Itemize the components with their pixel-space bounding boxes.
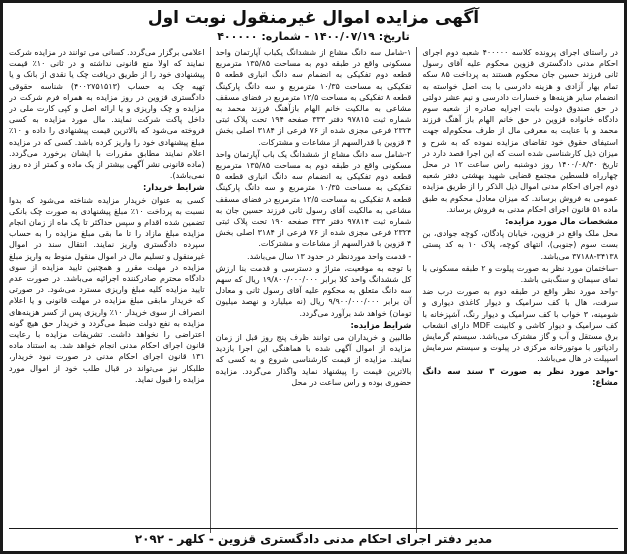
column-right [422, 47, 618, 533]
column-left [9, 47, 211, 533]
property-specs-heading: مشخصات مال مورد مزایده: [505, 216, 618, 227]
auction-conditions-text: طالبین و خریداران می توانند ظرف پنج روز قبل از زمان مزایده از اموال آگهی شده با هماهنگی این اجرا بازدید نمایند. مزایده از قیمت کارشناسی شروع و به کسی که بالاترین قیمت را پیشنهاد نماید واگذار می‌گردد. مزایده حضوری بوده و راس ساعت در محل [215, 333, 412, 387]
column-middle [216, 47, 418, 533]
participation-paragraph: اعلامی برگزار می‌گردد. کسانی می توانند در مزایده شرکت نمایند که اولا منع قانونی نداشته و در ثانی ۱۰٪ قیمت پیشنهادی خود را از طریق دریافت چک یا نقدی از بانک و یا تهیه چک به حساب (۴۰۰۲۷۵۱۵۱۳) شناسه حقوقی دادگستری قزوین در روز مزایده به همراه فرم شرکت در مزایده و چک واریزی و یا ارائه اصل و کپی کارت ملی در داخل پاکت شرکت نمایند. مال مورد مزایده به کسی فروخته می‌شود که بالاترین قیمت پیشنهادی را داده و ۱۰٪ مبلغ پیشنهادی خود را واریز کرده باشد. کسی که در مزایده اعلام نمایند مطابق مقررات با ایشان برخورد می‌گردد. (ماده قانونی نشر آگهی بیشتر از یک ماده و کمتر از ده روز نمی‌باشد). [8, 48, 205, 181]
intro-paragraph: در راستای اجرای پرونده کلاسه ۴۰۰۰۰۰ شعبه دوم اجرای احکام مدنی دادگستری قزوین محکوم علیه آقای رسول ثانی فرزند حسین جان محکوم هستند به پرداخت ۸۵ سکه تمام بهار آزادی و هزینه دادرسی با بت اصل خواسته به انضمام سایر هزینه‌ها و خسارات دادرسی و نیم عشر دولتی در حق صندوق دولت بابت اجرایه صادره از شعبه سوم دادگاه خانواده قزوین در حق خانم الهام باز آهنگ فرزند محمد و با عنایت به معرفی مال از طرف محکوم‌له جهت استیفای حقوق خود تقاضای مزایده نموده که به شرح و میزان ذیل کارشناسی شده است که این اجرا قصد دارد در تاریخ ۱۴۰۰/۰۸/۳۰ روز دوشنبه راس ساعت ۱۲ در محل چهارراه فلسطین مجتمع قضایی شهید بهشتی دفتر شعبه دوم اجرای احکام مدنی اموال ذیل الذکر را از طریق مزایده عمومی به فروش برساند. که میزان معادل محکوم به طبق ماده ۵۱ قانون اجرای احکام مدنی به فروش برساند. [422, 48, 618, 214]
buyer-conditions-text: کسی به عنوان خریدار مزایده شناخته می‌شود که بدوا نسبت به پرداخت ۱۰٪ مبلغ پیشنهادی به صورت چک بانکی تضمین شده اقدام و سپس حداکثر تا یک ماه از زمان انجام مزایده مبلغ مازاد را تا ما بقی مبلغ مزایده را به حساب سپرده دادگستری واریز نمایند. انتقال سند در اموال غیرمنقول و تسلیم مال در اموال منقول منوط به واریز مبلغ مزایده در مهلت مقرر و همچنین تایید مزایده از سوی دادگاه محترم صادرکننده اجرائیه می‌باشد. در صورت عدم تایید مزایده کلیه مبلغ واریزی مسترد می‌شود. در صورتی که خریدار مابقی مبلغ مزایده در مهلت قانونی و یا اعلام انصراف از سوی خریدار ۱۰٪ واریزی پس از کسر هزینه‌های مزایده به نفع دولت ضبط می‌گردد و خریدار حق هیچ گونه اعتراضی را نخواهد داشت. تشریفات مزایده با رعایت قانون اجرای احکام مدنی انجام خواهد شد. به استناد ماده ۱۳۱ قانون اجرای احکام مدنی در صورت نبود خریدار، طلبکار نیز می‌تواند در قبال طلب خود از اموال مورد مزایده را قبول نماید. [8, 195, 205, 384]
property-address: محل ملک واقع در قزوین، خیابان پادگان، کوچه جوادی، بن بست سوم (جنوبی)، انتهای کوچه، پلاک ۱۰ به کد پستی ۳۴۱۳۸-۳۷۱۸۸ می‌باشد. [422, 229, 618, 261]
deed-item-1: ۱-شامل سه دانگ مشاع از ششدانگ یکباب آپارتمان واحد مسکونی واقع در طبقه دوم به مساحت ۱۳۵/۸۵ مترمربع قطعه دوم تفکیکی به انضمام سه دانگ انباری قطعه ۵ تفکیکی به مساحت ۱۰/۳۵ مترمربع و سه دانگ پارکینگ قطعه ۸ تفکیکی به مساحت ۱۲/۵ مترمربع در فضای مسقف مشاعی به مالکیت خانم الهام بازآهنگ فرزند محمد به شماره ثبت ۹۷۸۱۵ دفتر ۳۳۳ صفحه ۱۹۴ تحت پلاک ثبتی ۲۳۲۴ فرعی مجزی شده از ۷۶ فرعی از ۳۱۸۴ اصلی بخش ۴ قزوین با قدرالسهم از مشاعات و مشترکات. [215, 48, 412, 147]
deed-heading: -واحد مورد نظر به صورت ۳ سند سه دانگ مشاع: [422, 365, 618, 387]
buyer-conditions-heading: شرایط خریدار: [143, 182, 205, 193]
notice-title: آگهی مزایده اموال غیرمنقول نوبت اول [147, 8, 480, 28]
notice-columns [9, 47, 618, 533]
unit-description: -واحد مورد نظر واقع در طبقه دوم به صورت درب ضد سرقت، هال با کف سرامیک و دیوار کاغذی دیواری و شومینه، ۳ خواب با کف سرامیک و دیوار رنگ، آشپزخانه با کف سرامیک و دیوار کاشی و کابینت MDF دارای انشعاب برق مستقل و آب و گاز مشترک می‌باشد. سیستم گرمایش رادیاتور با موتورخانه مرکزی در پیلوت و سیستم سرمایش اسپیلت در هال می‌باشد. [422, 287, 618, 364]
building-description: -ساختمان مورد نظر به صورت پیلوت و ۲ طبقه مسکونی با نمای سیمان و سنگ‌بنی باشد. [422, 263, 618, 285]
auction-conditions-heading: شرایط مزایده: [350, 319, 412, 330]
valuation-paragraph: با توجه به موقعیت، متراژ و دسترسی و قدمت بنا ارزش کل ششدانگ واحد کلا برابر ۱۹/۸۰۰/۰۰۰/۰۰۰ ریال که سهم سه دانگ متعلق به محکوم علیه آقای رسول ثانی و معادل آن برابر ۹/۹۰۰/۰۰۰/۰۰۰ ریال (نه میلیارد و نهصد میلیون تومان) خواهد شد برآورد می‌گردد. [215, 263, 412, 318]
notice-date-number: تاریخ: ۱۴۰۰/۰۷/۱۹ - شماره: ۴۰۰۰۰۰ [217, 30, 410, 43]
building-age: - قدمت واحد موردنظر در حدود ۱۳ سال می‌باشد. [247, 251, 412, 261]
signature-line: مدیر دفتر اجرای احکام مدنی دادگستری قزوین - کلهر - ۲۰۹۲ [9, 528, 618, 547]
deed-item-2: ۲-شامل سه دانگ مشاع از ششدانگ یک باب آپارتمان واحد مسکونی واقع در طبقه دوم به مساحت ۱۳۵/۸۵ مترمربع قطعه دوم تفکیکی به انضمام سه دانگ انباری قطعه ۵ تفکیکی به مساحت ۱۰/۳۵ مترمربع و سه دانگ پارکینگ قطعه ۸ تفکیکی به مساحت ۱۲/۵ مترمربع در فضای مسقف مشاعی به مالکیت آقای رسول ثانی فرزند حسین جان به شماره ثبت ۹۷۸۱۴ دفتر ۳۳۳ صفحه ۱۹۰ تحت پلاک ثبتی ۲۳۲۴ فرعی مجزی شده از ۷۶ فرعی از ۳۱۸۴ اصلی بخش ۴ قزوین با قدرالسهم از مشاعات و مشترکات. [215, 149, 412, 249]
